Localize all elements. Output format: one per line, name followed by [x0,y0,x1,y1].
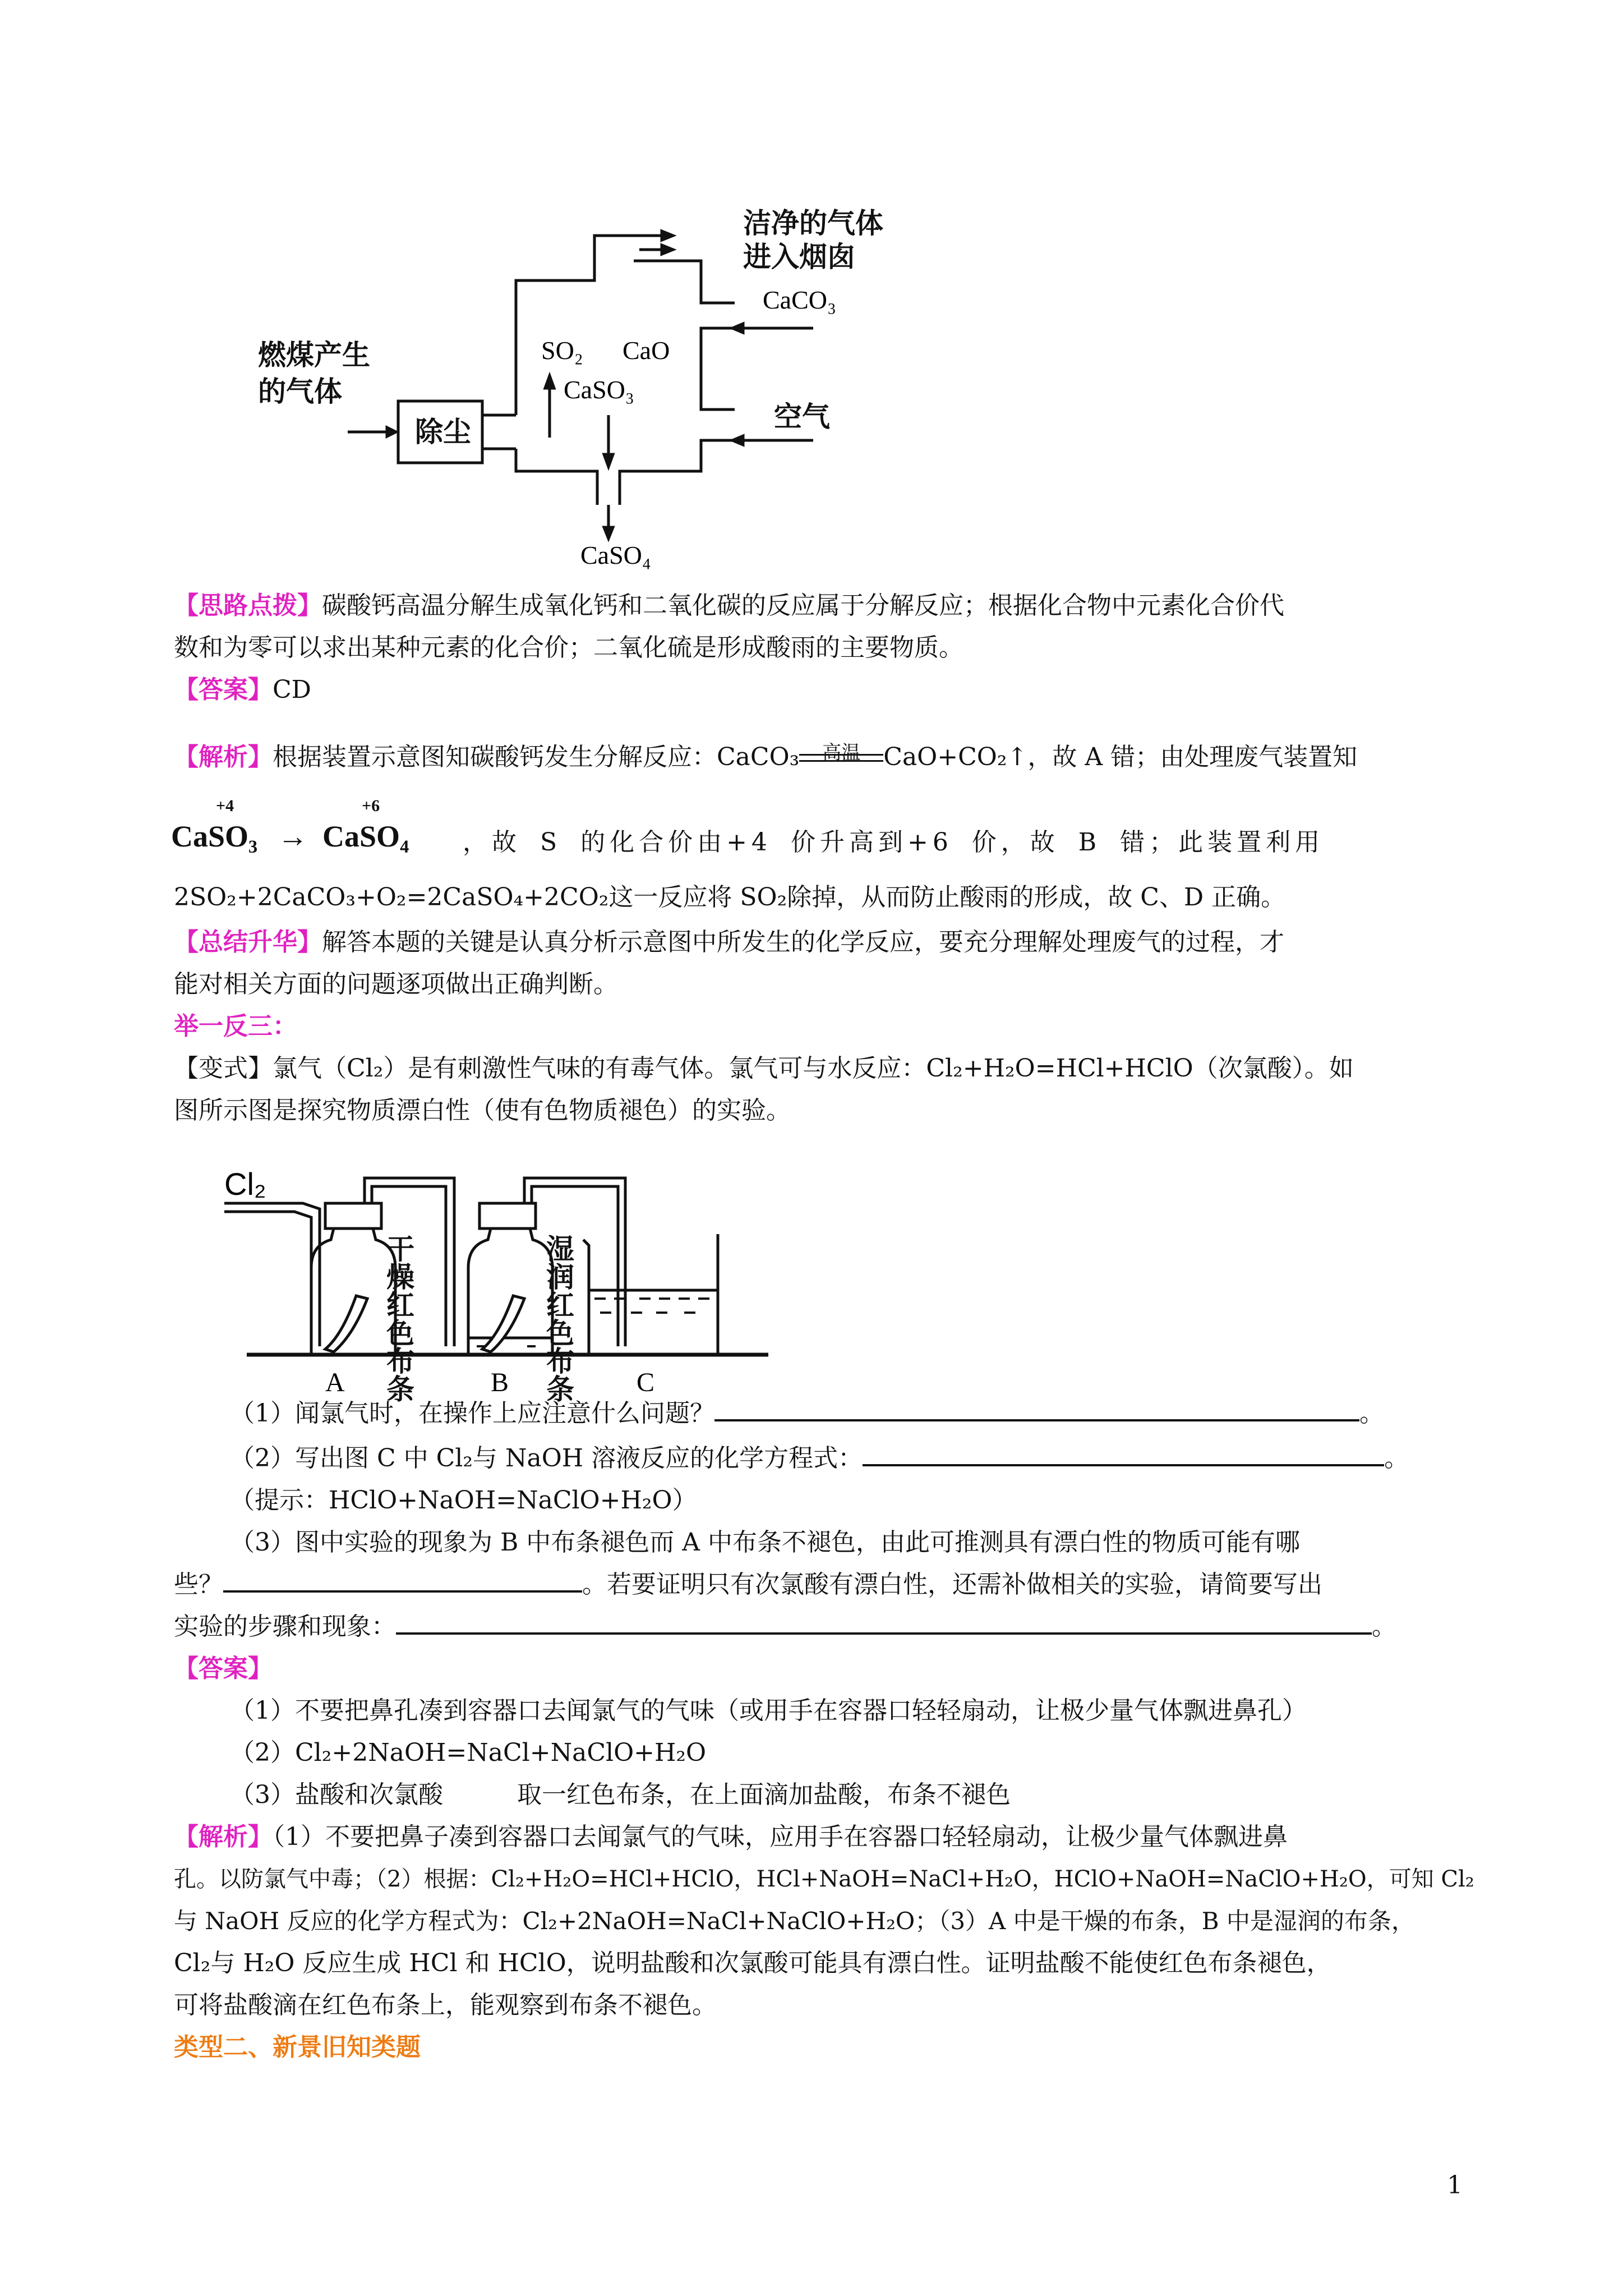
question-3-end: 。 [1372,1612,1396,1641]
fig2-label-c: C [637,1368,655,1397]
hint-text-1: 碳酸钙高温分解生成氧化钙和二氧化碳的反应属于分解反应；根据化合物中元素化合价代 [322,591,1284,620]
hint-line-2 [174,625,963,670]
fig2-label-dry: 干燥红色布条 [382,1234,414,1402]
variant-text-2: 图所示图是探究物质漂白性（使有色物质褪色）的实验。 [174,1096,791,1125]
answer-blank-4[interactable] [396,1610,1372,1635]
analysis2-text-1: （1）不要把鼻子凑到容器口去闻氯气的气味，应用手在容器口轻轻扇动，让极少量气体飘进鼻 [273,1823,1288,1851]
analysis2-text-2: 孔。以防氯气中毒；（2）根据：Cl₂+H₂O=HCl+HClO，HCl+NaOH=NaCl+H₂O，HClO+NaOH=NaClO+H₂O，可知 Cl₂ [174,1866,1474,1892]
fig1-label-source-1: 燃煤产生 [258,339,370,371]
fig1-label-air: 空气 [774,401,830,433]
answer1-line [174,668,311,712]
fig1-label-caso3: CaSO₃ [564,375,634,404]
analysis2-text-3: 与 NaOH 反应的化学方程式为：Cl₂+2NaOH=NaCl+NaClO+H₂O；（3）A 中是干燥的布条，B 中是湿润的布条， [174,1907,1415,1935]
hint-tag: 【思路点拨】 [174,591,322,620]
hint-line-1 [174,583,1284,628]
fig1-label-caco3: CaCO₃ [763,286,837,314]
question-2-text: （2）写出图 C 中 Cl₂与 NaOH 溶液反应的化学方程式： [230,1444,863,1473]
answer-blank-2[interactable] [863,1442,1384,1466]
analysis1-line-3 [174,875,1285,920]
fig1-label-clean-1: 洁净的气体 [743,207,883,240]
analysis1-text-d: 2SO₂+2CaCO₃+O₂=2CaSO₄+2CO₂这一反应将 SO₂除掉，从而防止酸雨的形成，故 C、D 正确。 [174,883,1286,912]
condition-label: 高温 [822,742,861,764]
page-number: 1 [1447,2171,1463,2200]
analysis2-line-4 [174,1941,1331,1986]
answer2-line-2 [230,1731,706,1775]
answer2-text-1: （1）不要把鼻孔凑到容器口去闻氯气的气味（或用手在容器口轻轻扇动，让极少量气体飘进鼻孔） [230,1696,1307,1725]
answer-blank-1[interactable] [714,1397,1359,1421]
oxidation-equation [171,797,1461,864]
analysis1-line-1 [174,735,1357,780]
variant-line-1 [174,1046,1354,1091]
summary-tag: 【总结升华】 [174,928,322,956]
question-3-text-a: （3）图中实验的现象为 B 中布条褪色而 A 中布条不褪色，由此可推测具有漂白性的物质可能有哪 [230,1528,1301,1557]
analysis2-text-5: 可将盐酸滴在红色布条上，能观察到布条不褪色。 [174,1991,717,2019]
fig1-label-clean-2: 进入烟囱 [743,241,855,273]
variant-line-2 [174,1088,791,1133]
answer2-tag: 【答案】 [174,1654,273,1683]
section-heading-type2 [174,2025,421,2070]
ox-right: +6 [362,797,380,815]
hint-text-2: 数和为零可以求出某种元素的化合价；二氧化硫是形成酸雨的主要物质。 [174,633,963,662]
question-3-line-2 [174,1562,1322,1607]
question-3-text-c: 。若要证明只有次氯酸有漂白性，还需补做相关的实验，请简要写出 [582,1570,1322,1599]
fig1-label-caso4: CaSO₄ [580,541,651,569]
fig2-label-wet: 湿润红色布条 [542,1234,574,1402]
analysis2-line-5 [174,1983,717,2028]
analysis2-line-2 [174,1857,1474,1902]
question-3-line-3 [174,1604,1396,1649]
analysis1-text-b: CaO+CO₂↑，故 A 错；由处理废气装置知 [883,743,1358,771]
bleach-apparatus-diagram [213,1156,774,1414]
fig1-label-so2: SO₂ [541,336,583,365]
question-1 [230,1391,1384,1436]
answer2-line-1 [230,1688,1307,1733]
answer1-tag: 【答案】 [174,675,273,704]
question-hint [230,1478,697,1523]
practice-heading [174,1004,297,1049]
eq-left: CaSO₃ [171,820,258,853]
question-hint-text: （提示：HClO+NaOH=NaClO+H₂O） [230,1486,697,1515]
answer-blank-3[interactable] [223,1568,582,1593]
fig1-label-source-2: 的气体 [258,375,342,408]
question-3-text-b: 些？ [174,1570,223,1599]
fig2-label-a: A [325,1368,345,1397]
answer2-text-3: （3）盐酸和次氯酸 取一红色布条，在上面滴加盐酸，布条不褪色 [230,1780,1011,1809]
summary-text-1: 解答本题的关键是认真分析示意图中所发生的化学反应，要充分理解处理废气的过程，才 [322,928,1284,956]
analysis1-tag: 【解析】 [174,743,273,771]
question-2 [230,1436,1409,1481]
ox-left: +4 [216,797,234,815]
question-2-end: 。 [1384,1444,1409,1473]
analysis2-line-3 [174,1899,1415,1944]
analysis1-text-c: ，故 S 的化合价由+4 价升高到+6 价，故 B 错；此装置利用 [463,828,1325,857]
fig2-label-b: B [491,1368,509,1397]
eq-right: CaSO₄ [322,820,409,853]
question-1-text: （1）闻氯气时，在操作上应注意什么问题？ [230,1399,714,1428]
variant-text-1: 氯气（Cl₂）是有刺激性气味的有毒气体。氯气可与水反应：Cl₂+H₂O=HCl+HClO（次氯酸）。如 [273,1054,1354,1083]
fig1-label-dust: 除尘 [415,416,471,448]
answer2-heading [174,1646,273,1691]
analysis2-tag: 【解析】 [174,1823,273,1851]
question-1-end: 。 [1359,1399,1384,1428]
fig2-label-cl2: Cl₂ [224,1166,266,1202]
summary-text-2: 能对相关方面的问题逐项做出正确判断。 [174,970,618,999]
eq-arrow: → [278,820,308,853]
analysis1-text-a: 根据装置示意图知碳酸钙发生分解反应：CaCO₃ [273,743,800,771]
variant-tag: 【变式】 [174,1054,273,1083]
answer1-text: CD [273,675,311,704]
practice-heading-text: 举一反三： [174,1012,297,1041]
flue-gas-diagram [247,191,931,583]
analysis2-line-1 [174,1815,1288,1860]
section-heading-type2-text: 类型二、新景旧知类题 [174,2033,421,2062]
analysis2-text-4: Cl₂与 H₂O 反应生成 HCl 和 HClO，说明盐酸和次氯酸可能具有漂白性。证明盐酸不能使红色布条褪色， [174,1949,1331,1977]
summary-line-2 [174,962,618,1007]
question-3-text-d: 实验的步骤和现象： [174,1612,396,1641]
fig1-label-cao: CaO [623,336,670,365]
answer2-text-2: （2）Cl₂+2NaOH=NaCl+NaClO+H₂O [230,1738,707,1767]
question-3-line-1 [230,1520,1300,1565]
answer2-line-3 [230,1773,1011,1818]
summary-line-1 [174,920,1284,965]
